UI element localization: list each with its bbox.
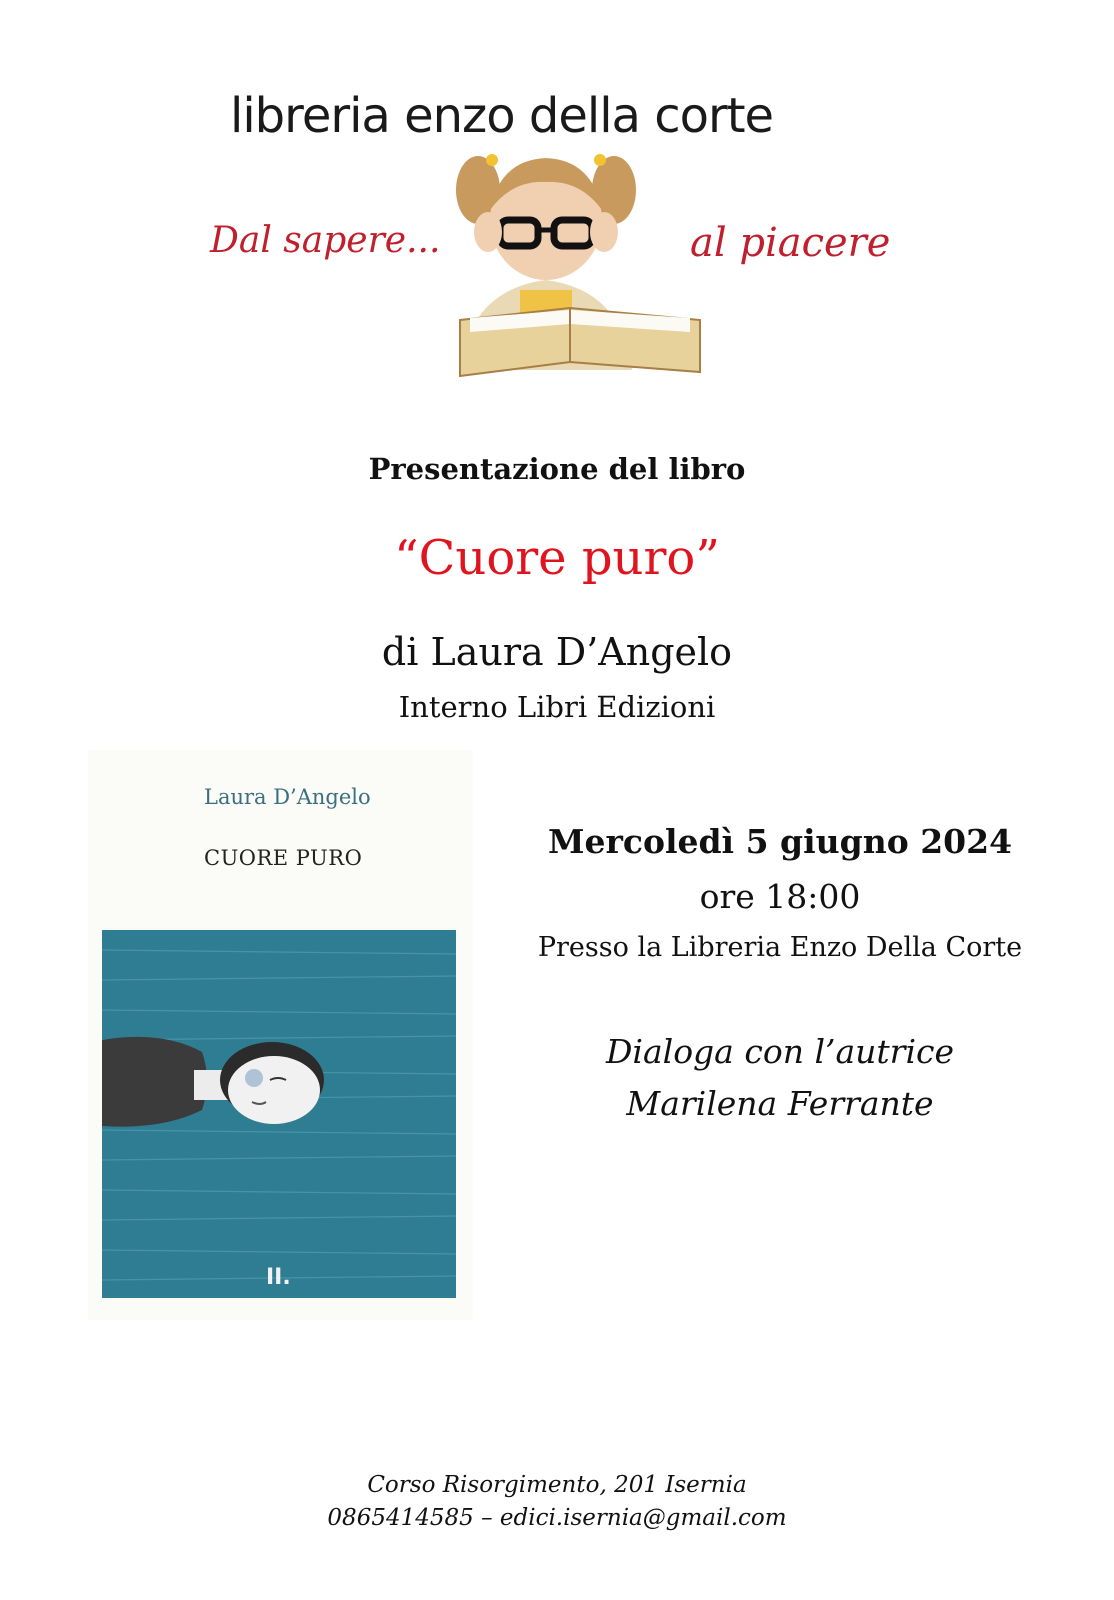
event-time: ore 18:00 — [699, 877, 861, 916]
publisher: Interno Libri Edizioni — [398, 690, 716, 724]
bookstore-logo — [210, 80, 910, 400]
author-line: di Laura D’Angelo — [381, 630, 733, 674]
book-title: “Cuore puro” — [394, 530, 720, 586]
event-place: Presso la Libreria Enzo Della Corte — [537, 932, 1023, 963]
publisher-mark: II. — [266, 1265, 291, 1290]
floating-woman-icon — [102, 930, 456, 1298]
slogan-left: Dal sapere... — [210, 220, 441, 261]
child-reading-icon — [400, 140, 720, 390]
dialogue-line-2: Marilena Ferrante — [626, 1084, 934, 1123]
cover-title: CUORE PURO — [204, 846, 363, 870]
presentation-heading: Presentazione del libro — [368, 452, 746, 486]
book-cover — [88, 750, 473, 1320]
dialogue-line-1: Dialoga con l’autrice — [605, 1032, 955, 1071]
slogan-right: al piacere — [690, 220, 891, 266]
cover-author: Laura D’Angelo — [204, 785, 371, 809]
footer-contacts: 0865414585 – edici.isernia@gmail.com — [327, 1505, 787, 1531]
footer-address: Corso Risorgimento, 201 Isernia — [367, 1472, 747, 1498]
event-date: Mercoledì 5 giugno 2024 — [547, 822, 1013, 861]
logo-title: libreria enzo della corte — [230, 88, 774, 144]
